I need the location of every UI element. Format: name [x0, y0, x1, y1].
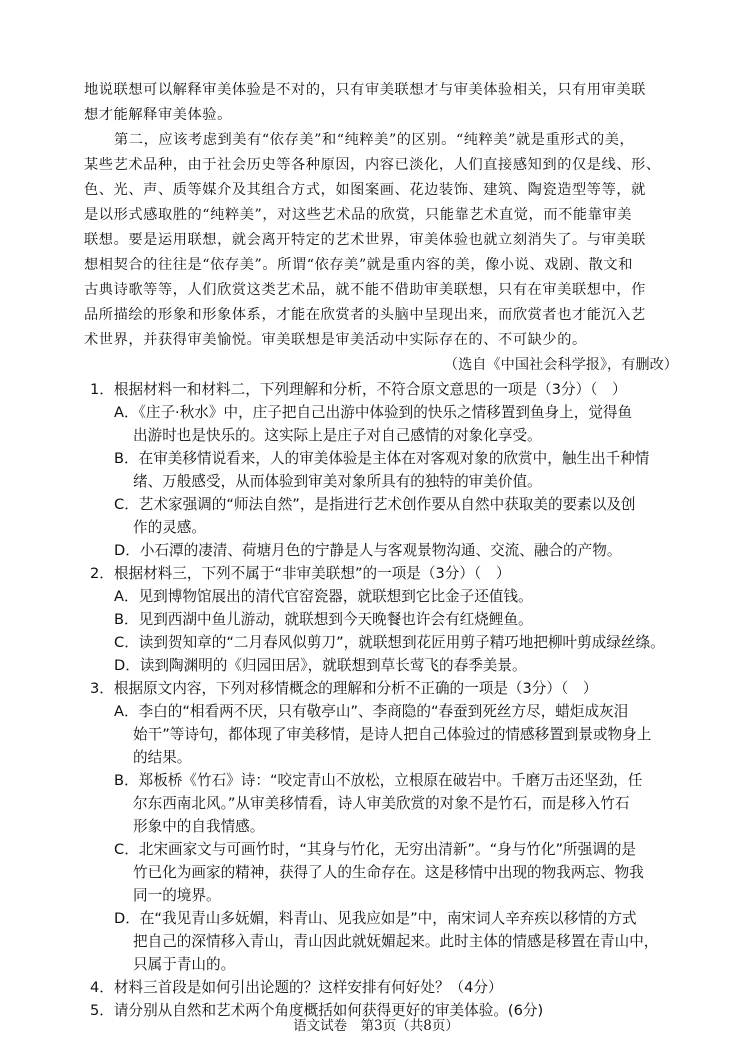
- option-line: D．读到陶渊明的《归园田居》，就联想到草长莺飞的春季美景。: [114, 657, 527, 674]
- question-stem: 5．请分别从自然和艺术两个角度概括如何获得更好的审美体验。(6分): [90, 1002, 544, 1019]
- option-line: 的结果。: [133, 749, 192, 766]
- option-line: 同一的境界。: [133, 887, 221, 904]
- option-b[interactable]: [84, 447, 680, 493]
- option-line: A．李白的“相看两不厌，只有敬亭山”、李商隐的“春蚕到死丝方尽，蜡炬成灰泪: [114, 703, 629, 720]
- text-line: 想相契合的往往是“依存美”。所谓“依存美”就是重内容的美，像小说、戏剧、散文和: [84, 257, 633, 273]
- option-line: B．郑板桥《竹石》诗：“咬定青山不放松，立根原在破岩中。千磨万击还坚劲，任: [114, 772, 643, 789]
- option-line: 竹已化为画家的精神，获得了人的生命存在。这是移情中出现的物我两忘、物我: [133, 864, 644, 881]
- text-line: 术世界，并获得审美愉悦。审美联想是审美活动中实际存在的、不可缺少的。: [84, 332, 587, 348]
- passage-paragraph-2: [84, 128, 680, 353]
- option-line: B．在审美移情说看来，人的审美体验是主体在对客观对象的欣赏中，触生出千种情: [114, 450, 650, 467]
- question-stem: 4．材料三首段是如何引出论题的？这样安排有何好处？（4分）: [90, 979, 503, 996]
- option-line: 作的灵感。: [133, 519, 206, 536]
- option-c[interactable]: [84, 493, 680, 539]
- question-2: [84, 562, 680, 677]
- questions: [84, 378, 680, 1022]
- text-line: 想才能解释审美体验。: [84, 107, 232, 123]
- text-line: 品所描绘的形象和形象体系，才能在欣赏者的头脑中呈现出来，而欣赏者也才能沉入艺: [84, 307, 646, 323]
- option-line: 形象中的自我情感。: [133, 818, 265, 835]
- option-line: 绪、万般感受，从而体验到审美对象所具有的独特的审美价值。: [133, 473, 542, 490]
- option-line: 把自己的深情移入青山，青山因此就妩媚起来。此时主体的情感是移置在青山中，: [133, 933, 659, 950]
- text-line: 地说联想可以解释审美体验是不对的，只有审美联想才与审美体验相关，只有用审美联: [84, 82, 646, 98]
- option-a[interactable]: [84, 700, 680, 769]
- text-line: 第二，应该考虑到美有“依存美”和“纯粹美”的区别。“纯粹美”就是重形式的美，: [114, 132, 635, 148]
- question-stem: 2．根据材料三，下列不属于“非审美联想”的一项是（3分）（ ）: [90, 565, 511, 582]
- text-line: 古典诗歌等等，人们欣赏这类艺术品，就不能不借助审美联想，只有在审美联想中，作: [84, 282, 646, 298]
- passage-source: （选自《中国社会科学报》，有删改）: [443, 357, 678, 373]
- option-line: D．在“我见青山多妩媚，料青山、见我应如是”中，南宋词人辛弃疾以移情的方式: [114, 910, 637, 927]
- text-line: 色、光、声、质等媒介及其组合方式，如图案画、花边装饰、建筑、陶瓷造型等等，就: [84, 182, 646, 198]
- question-4: [84, 976, 680, 999]
- text-line: 是以形式感取胜的“纯粹美”，对这些艺术品的欣赏，只能靠艺术直觉，而不能靠审美: [84, 207, 633, 223]
- option-line: 始干”等诗句，都体现了审美移情，是诗人把自己体验过的情感移置到景或物身上: [133, 726, 652, 743]
- option-line: A．《庄子·秋水》中，庄子把自己出游中体验到的快乐之情移置到鱼身上，觉得鱼: [114, 404, 633, 421]
- option-line: 只属于青山的。: [133, 956, 236, 973]
- question-1: [84, 378, 680, 562]
- option-d[interactable]: [84, 539, 680, 562]
- option-line: B．见到西湖中鱼儿游动，就联想到今天晚餐也许会有红烧鲤鱼。: [114, 611, 533, 628]
- option-line: 尔东西南北风。”从审美移情看，诗人审美欣赏的对象不是竹石，而是移入竹石: [133, 795, 630, 812]
- option-line: A．见到博物馆展出的清代官窑瓷器，就联想到它比金子还值钱。: [114, 588, 533, 605]
- option-d[interactable]: [84, 654, 680, 677]
- option-b[interactable]: [84, 769, 680, 838]
- option-line: C．读到贺知章的“二月春风似剪刀”，就联想到花匠用剪子精巧地把柳叶剪成绿丝绦。: [114, 634, 665, 651]
- text-line: 联想。要是运用联想，就会离开特定的艺术世界，审美体验也就立刻消失了。与审美联: [84, 232, 646, 248]
- option-line: C．艺术家强调的“师法自然”，是指进行艺术创作要从自然中获取美的要素以及创: [114, 496, 636, 513]
- passage-paragraph-1: [84, 78, 680, 128]
- question-stem: 1．根据材料一和材料二，下列理解和分析，不符合原文意思的一项是（3分）（ ）: [90, 381, 627, 398]
- page-footer: 语文试卷 第3页（共8页）: [293, 1018, 459, 1034]
- option-d[interactable]: [84, 907, 680, 976]
- question-stem: 3．根据原文内容，下列对移情概念的理解和分析不正确的一项是（3分）（ ）: [90, 680, 598, 697]
- option-b[interactable]: [84, 608, 680, 631]
- option-c[interactable]: [84, 631, 680, 654]
- option-line: 出游时也是快乐的。这实际上是庄子对自己感情的对象化享受。: [133, 427, 542, 444]
- option-a[interactable]: [84, 585, 680, 608]
- option-line: C．北宋画家文与可画竹时，“其身与竹化，无穷出清新”。“身与竹化”所强调的是: [114, 841, 637, 858]
- option-line: D．小石潭的凄清、荷塘月色的宁静是人与客观景物沟通、交流、融合的产物。: [114, 542, 622, 559]
- option-a[interactable]: [84, 401, 680, 447]
- option-c[interactable]: [84, 838, 680, 907]
- passage: [84, 78, 680, 378]
- question-3: [84, 677, 680, 976]
- text-line: 某些艺术品种，由于社会历史等各种原因，内容已淡化，人们直接感知到的仅是线、形、: [84, 157, 661, 173]
